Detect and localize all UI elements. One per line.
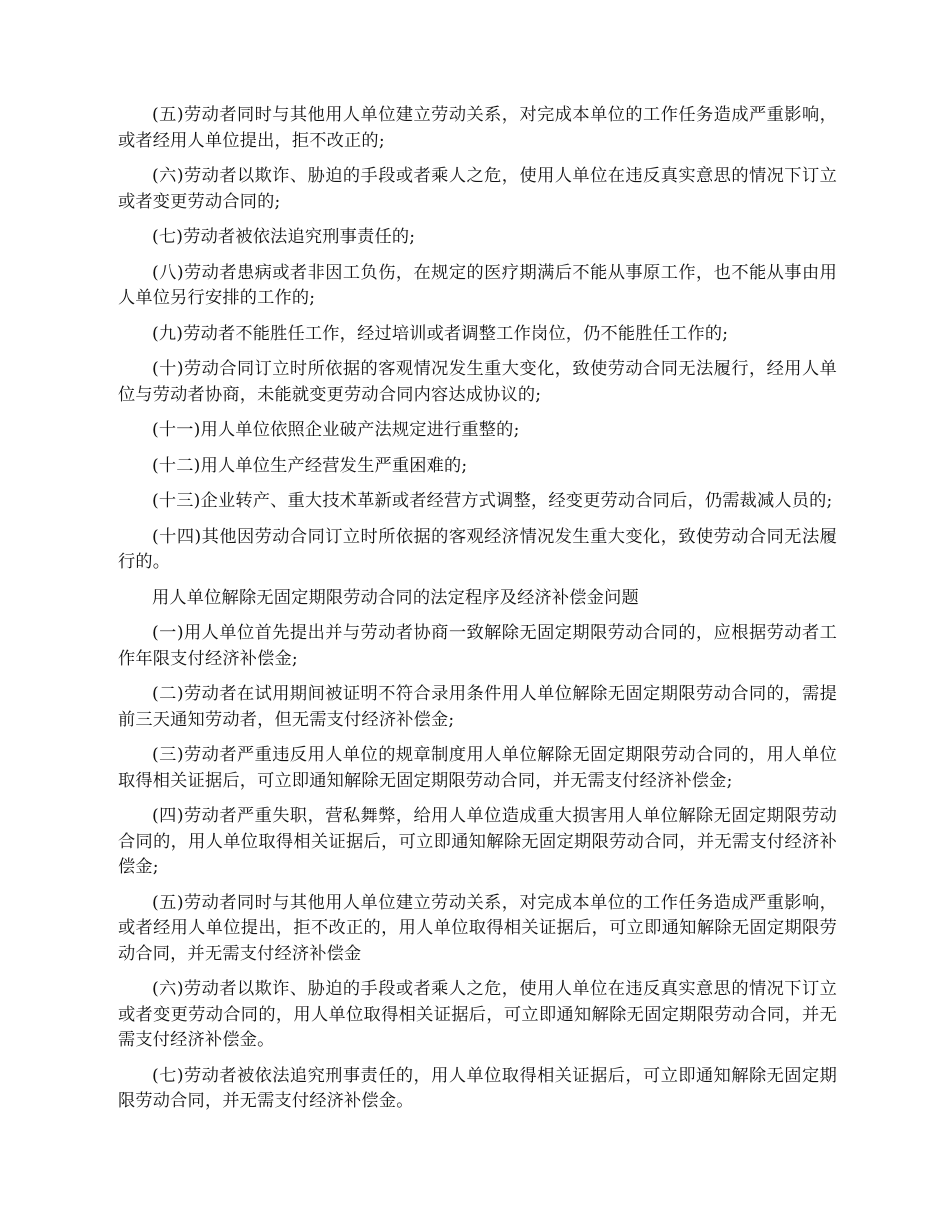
procedure-5-concurrent-employment: (五)劳动者同时与其他用人单位建立劳动关系，对完成本单位的工作任务造成严重影响，或者经用人单位提出，拒不改正的，用人单位取得相关证据后，可立即通知解除无固定期限劳动合同，并无需支付经济补偿金 bbox=[118, 892, 837, 964]
paragraph-10-changed-circumstances: (十)劳动合同订立时所依据的客观情况发生重大变化，致使劳动合同无法履行，经用人单位与劳动者协商，未能就变更劳动合同内容达成协议的; bbox=[118, 359, 837, 405]
section-heading: 用人单位解除无固定期限劳动合同的法定程序及经济补偿金问题 bbox=[152, 587, 639, 608]
procedure-2-probation: (二)劳动者在试用期间被证明不符合录用条件用人单位解除无固定期限劳动合同的，需提前三天通知劳动者，但无需支付经济补偿金; bbox=[118, 684, 837, 730]
paragraph-12-operational-difficulty: (十二)用人单位生产经营发生严重困难的; bbox=[152, 455, 468, 476]
document-body bbox=[118, 103, 837, 1125]
paragraph-8-illness-injury: (八)劳动者患病或者非因工负伤，在规定的医疗期满后不能从事原工作，也不能从事由用人单位另行安排的工作的; bbox=[118, 262, 837, 308]
paragraph-7-criminal-liability: (七)劳动者被依法追究刑事责任的; bbox=[152, 227, 416, 247]
paragraph-5-concurrent-employment: (五)劳动者同时与其他用人单位建立劳动关系，对完成本单位的工作任务造成严重影响，或者经用人单位提出，拒不改正的; bbox=[118, 105, 837, 151]
procedure-1-mutual-agreement: (一)用人单位首先提出并与劳动者协商一致解除无固定期限劳动合同的，应根据劳动者工作年限支付经济补偿金; bbox=[118, 623, 837, 669]
paragraph-13-restructuring: (十三)企业转产、重大技术革新或者经营方式调整，经变更劳动合同后，仍需裁减人员的; bbox=[152, 491, 833, 511]
procedure-6-fraud-coercion: (六)劳动者以欺诈、胁迫的手段或者乘人之危，使用人单位在违反真实意思的情况下订立或者变更劳动合同的，用人单位取得相关证据后，可立即通知解除无固定期限劳动合同，并无需支付经济补偿金。 bbox=[118, 979, 837, 1050]
paragraph-14-other-economic-change: (十四)其他因劳动合同订立时所依据的客观经济情况发生重大变化，致使劳动合同无法履行的。 bbox=[118, 526, 837, 572]
paragraph-9-incompetence: (九)劳动者不能胜任工作，经过培训或者调整工作岗位，仍不能胜任工作的; bbox=[152, 323, 729, 344]
procedure-7-criminal-liability: (七)劳动者被依法追究刑事责任的，用人单位取得相关证据后，可立即通知解除无固定期限劳动合同，并无需支付经济补偿金。 bbox=[118, 1065, 837, 1111]
paragraph-11-bankruptcy-reorganization: (十一)用人单位依照企业破产法规定进行重整的; bbox=[152, 420, 520, 440]
procedure-3-rule-violation: (三)劳动者严重违反用人单位的规章制度用人单位解除无固定期限劳动合同的，用人单位取得相关证据后，可立即通知解除无固定期限劳动合同，并无需支付经济补偿金; bbox=[118, 745, 837, 791]
procedure-4-dereliction: (四)劳动者严重失职，营私舞弊，给用人单位造成重大损害用人单位解除无固定期限劳动合同的，用人单位取得相关证据后，可立即通知解除无固定期限劳动合同，并无需支付经济补偿金; bbox=[118, 806, 837, 877]
paragraph-6-fraud-coercion: (六)劳动者以欺诈、胁迫的手段或者乘人之危，使用人单位在违反真实意思的情况下订立或者变更劳动合同的; bbox=[118, 166, 837, 212]
